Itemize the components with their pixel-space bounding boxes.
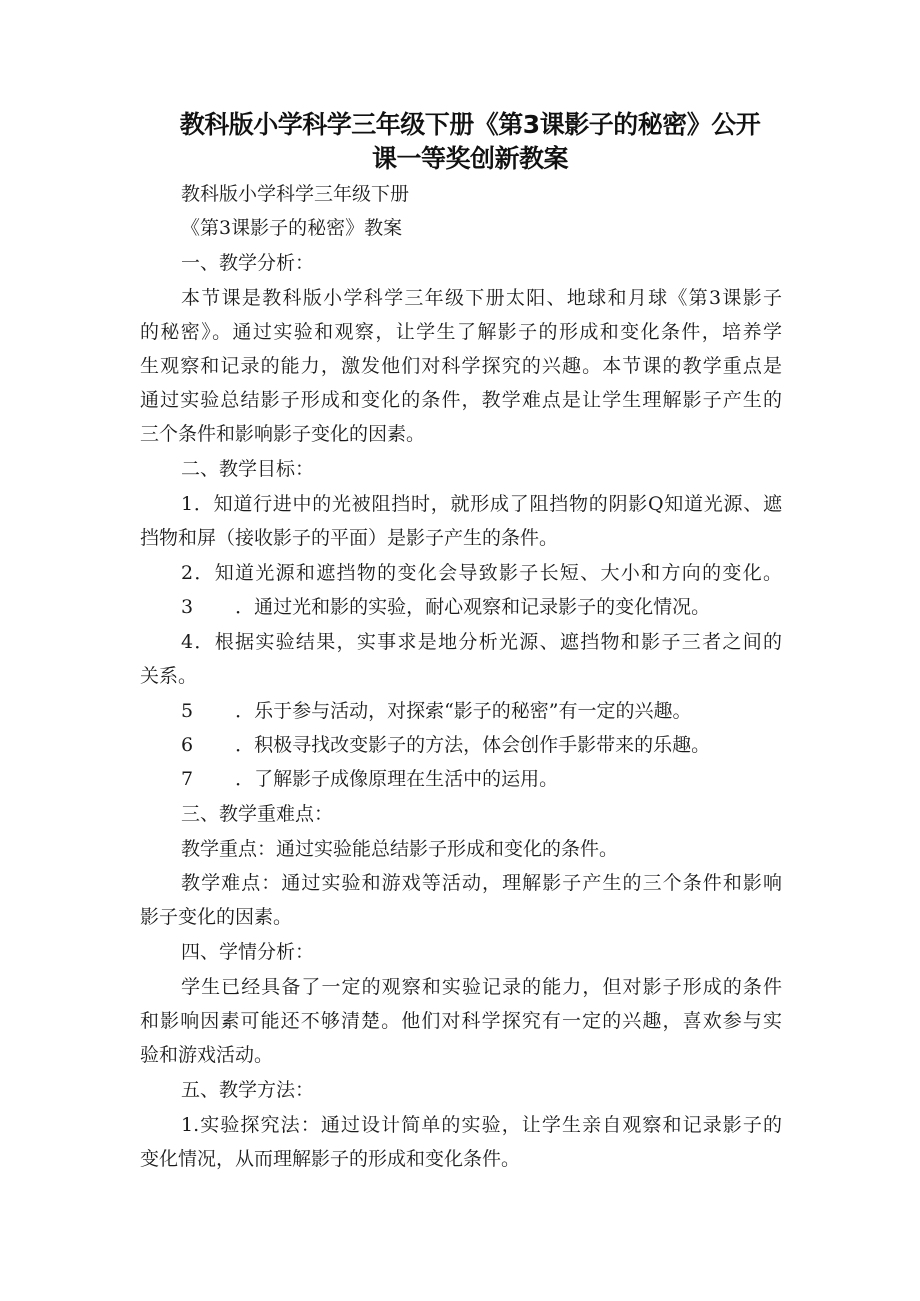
goal-number: 7 [181, 768, 194, 790]
title-line-1: 教科版小学科学三年级下册《第3课影子的秘密》公开 [179, 110, 761, 139]
section-heading-goals: 二、教学目标： [181, 458, 315, 480]
goal-item-1-cont: 挡物和屏（接收影子的平面）是影子产生的条件。 [140, 527, 559, 549]
goal-item-1: 1．知道行进中的光被阻挡时，就形成了阻挡物的阴影Q知道光源、遮 [181, 493, 782, 515]
paragraph-line: 验和游戏活动。 [140, 1044, 274, 1066]
goal-item-6 [181, 733, 710, 757]
goal-text: ．积极寻找改变影子的方法，体会创作手影带来的乐趣。 [235, 734, 711, 756]
paragraph-line: 通过实验总结影子形成和变化的条件，教学难点是让学生理解影子产生的 [140, 389, 782, 411]
paragraph-line: 的秘密》。通过实验和观察，让学生了解影子的形成和变化条件，培养学 [140, 321, 782, 343]
goal-text: ．了解影子成像原理在生活中的运用。 [235, 768, 559, 790]
goal-text: ．通过光和影的实验，耐心观察和记录影子的变化情况。 [235, 596, 711, 618]
key-difficulty: 教学难点：通过实验和游戏等活动，理解影子产生的三个条件和影响 [181, 872, 782, 894]
paragraph-line: 三个条件和影响影子变化的因素。 [140, 423, 426, 445]
title-line-2: 课一等奖创新教案 [371, 144, 568, 173]
section-heading-students: 四、学情分析： [181, 941, 315, 963]
method-item-1-cont: 变化情况，从而理解影子的形成和变化条件。 [140, 1148, 521, 1170]
document-title [140, 108, 800, 176]
key-focus: 教学重点：通过实验能总结影子形成和变化的条件。 [181, 838, 619, 860]
subtitle: 教科版小学科学三年级下册 [181, 183, 410, 205]
goal-item-5 [181, 699, 692, 723]
section-heading-methods: 五、教学方法： [181, 1079, 315, 1101]
key-difficulty-cont: 影子变化的因素。 [140, 906, 293, 928]
goal-item-7 [181, 767, 558, 791]
goal-number: 3 [181, 596, 194, 618]
paragraph-line: 本节课是教科版小学科学三年级下册太阳、地球和月球《第3课影子 [181, 287, 782, 309]
goal-number: 6 [181, 734, 194, 756]
goal-item-3 [181, 595, 710, 619]
section-heading-analysis: 一、教学分析： [181, 252, 315, 274]
goal-item-2: 2．知道光源和遮挡物的变化会导致影子长短、大小和方向的变化。 [181, 562, 782, 584]
paragraph-line: 生观察和记录的能力，激发他们对科学探究的兴趣。本节课的教学重点是 [140, 355, 782, 377]
goal-item-4: 4．根据实验结果，实事求是地分析光源、遮挡物和影子三者之间的 [181, 631, 782, 653]
goal-item-4-cont: 关系。 [140, 665, 198, 687]
method-item-1: 1.实验探究法：通过设计简单的实验，让学生亲自观察和记录影子的 [181, 1114, 782, 1136]
section-heading-key-points: 三、教学重难点： [181, 803, 334, 825]
lesson-title: 《第3课影子的秘密》教案 [181, 217, 403, 239]
goal-number: 5 [181, 700, 194, 722]
paragraph-line: 学生已经具备了一定的观察和实验记录的能力，但对影子形成的条件 [181, 976, 782, 998]
paragraph-line: 和影响因素可能还不够清楚。他们对科学探究有一定的兴趣，喜欢参与实 [140, 1010, 782, 1032]
goal-text: ．乐于参与活动，对探索“影子的秘密”有一定的兴趣。 [235, 700, 692, 722]
